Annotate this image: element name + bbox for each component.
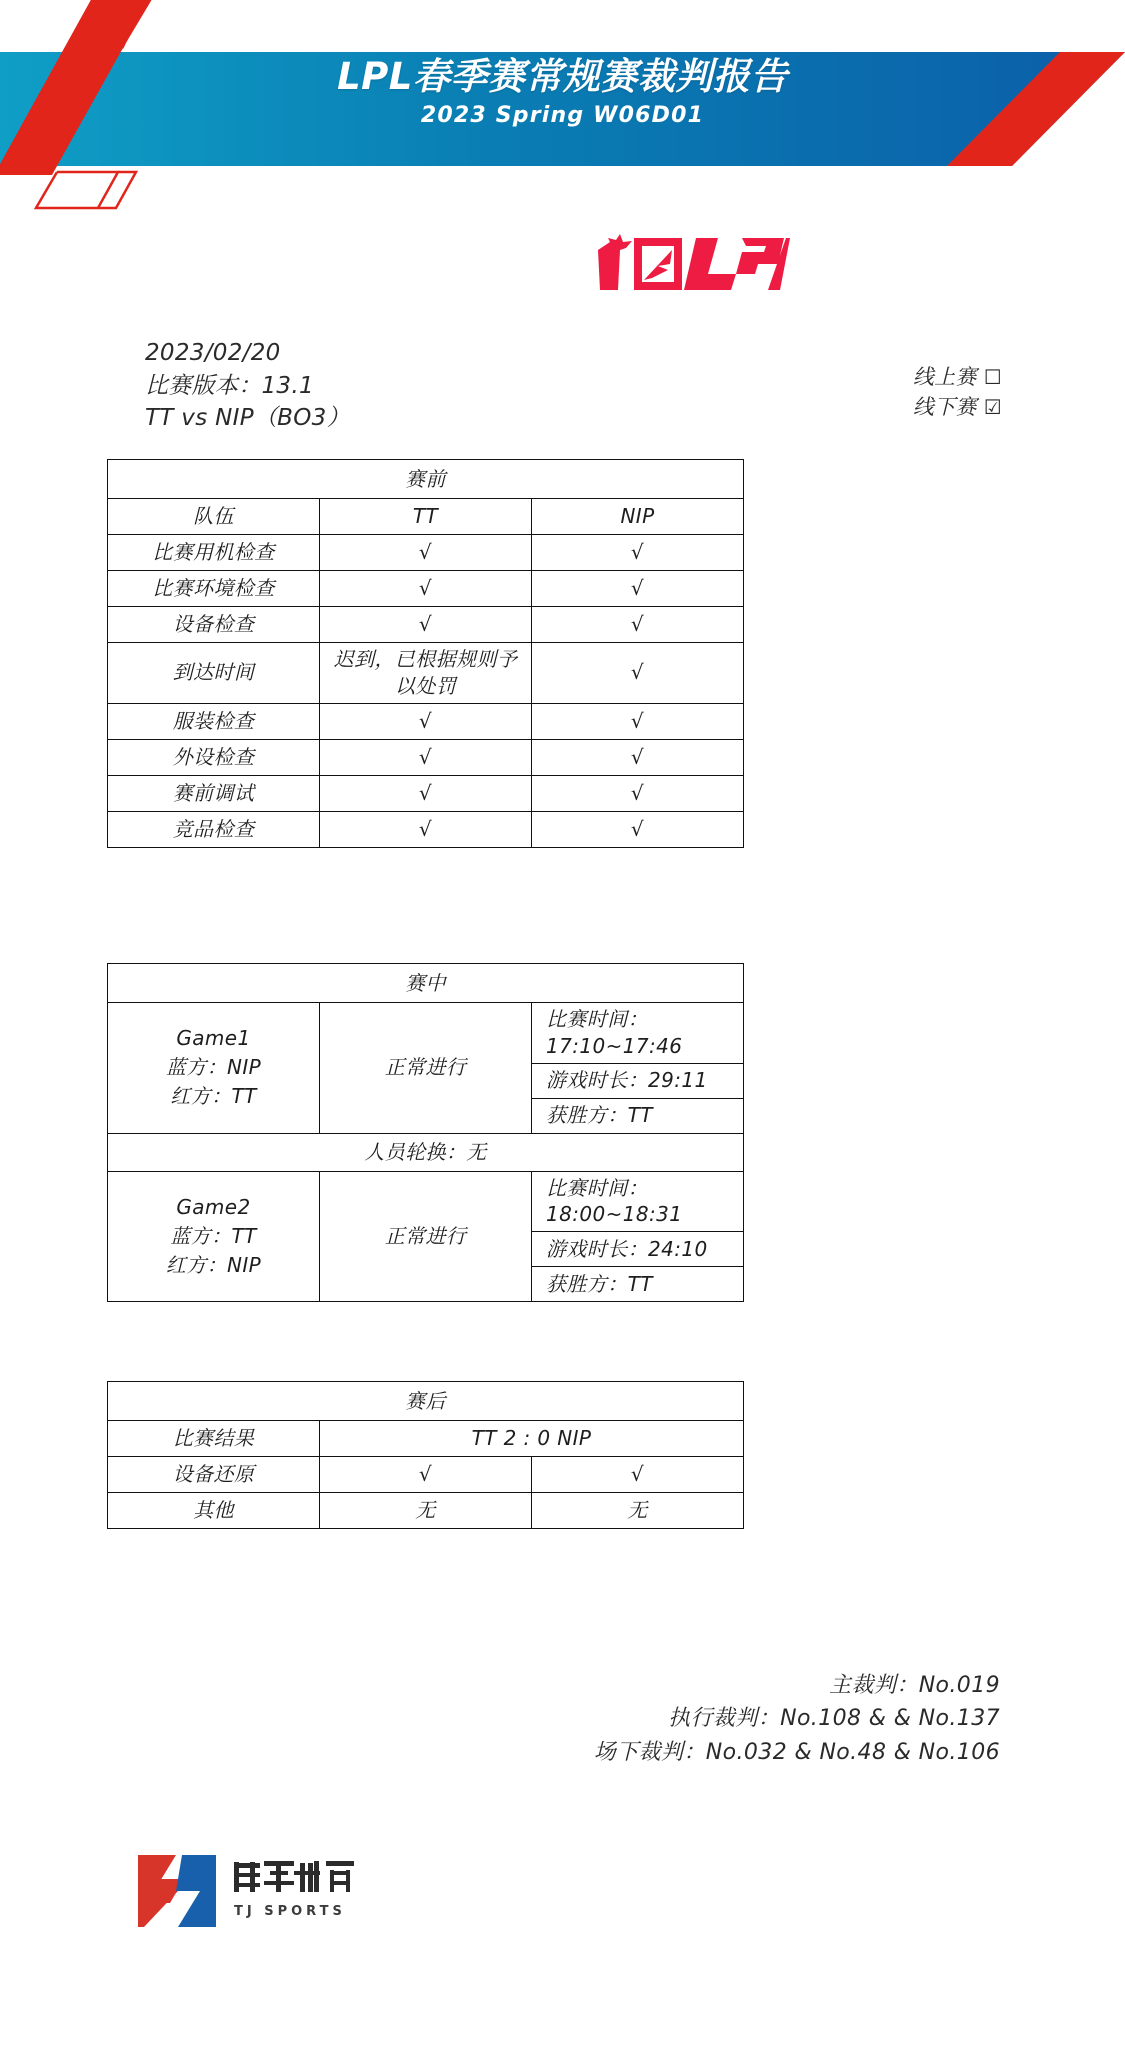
check-value-a: √ bbox=[320, 703, 532, 739]
table-row bbox=[108, 499, 744, 535]
online-label: 线上赛 bbox=[912, 365, 977, 389]
table-row bbox=[108, 775, 744, 811]
table-row bbox=[108, 1382, 744, 1421]
footer-logo-en-text: TJ SPORTS bbox=[234, 1904, 346, 1919]
other-label: 其他 bbox=[108, 1493, 320, 1529]
game-version: 比赛版本：13.1 bbox=[145, 372, 314, 399]
check-value-b: √ bbox=[532, 811, 744, 847]
check-value-b: √ bbox=[532, 775, 744, 811]
game1-blue-side: 蓝方：NIP bbox=[165, 1055, 262, 1080]
chief-referee: 主裁判：No.019 bbox=[829, 1673, 1000, 1698]
check-value-a: 迟到，已根据规则予以处罚 bbox=[320, 643, 532, 704]
game2-blue-side: 蓝方：TT bbox=[170, 1223, 257, 1248]
check-value-a: √ bbox=[320, 607, 532, 643]
table-row bbox=[108, 1003, 744, 1064]
table-row bbox=[108, 1493, 744, 1529]
game2-duration: 游戏时长：24:10 bbox=[532, 1232, 744, 1267]
restore-value-b: √ bbox=[532, 1457, 744, 1493]
table-row bbox=[108, 643, 744, 704]
game2-winner: 获胜方：TT bbox=[532, 1267, 744, 1302]
pre-match-table bbox=[107, 459, 744, 848]
game1-red-side: 红方：TT bbox=[170, 1084, 257, 1109]
game1-winner: 获胜方：TT bbox=[532, 1098, 744, 1133]
game1-status: 正常进行 bbox=[320, 1003, 532, 1134]
offline-option[interactable] bbox=[0, 392, 1002, 422]
tj-sports-logo bbox=[130, 1845, 360, 1945]
check-label: 比赛用机检查 bbox=[108, 535, 320, 571]
table-row bbox=[108, 811, 744, 847]
check-label: 设备检查 bbox=[108, 607, 320, 643]
team-a-name: TT bbox=[320, 499, 532, 535]
restore-value-a: √ bbox=[320, 1457, 532, 1493]
restore-label: 设备还原 bbox=[108, 1457, 320, 1493]
table-row bbox=[108, 1133, 744, 1171]
check-value-b: √ bbox=[532, 607, 744, 643]
other-value-a: 无 bbox=[320, 1493, 532, 1529]
table-row bbox=[108, 460, 744, 499]
table-row bbox=[108, 964, 744, 1003]
check-value-a: √ bbox=[320, 775, 532, 811]
game1-name: Game1 bbox=[176, 1026, 251, 1051]
other-value-b: 无 bbox=[532, 1493, 744, 1529]
check-label: 外设检查 bbox=[108, 739, 320, 775]
lpl-logo-icon bbox=[590, 228, 790, 306]
game2-status: 正常进行 bbox=[320, 1171, 532, 1302]
table-row bbox=[108, 703, 744, 739]
check-label: 赛前调试 bbox=[108, 775, 320, 811]
post-match-section-title: 赛后 bbox=[108, 1382, 744, 1421]
table-row bbox=[108, 571, 744, 607]
game1-match-time: 比赛时间：17:10~17:46 bbox=[532, 1003, 744, 1064]
match-date: 2023/02/20 bbox=[145, 340, 281, 366]
table-row bbox=[108, 607, 744, 643]
check-value-b: √ bbox=[532, 535, 744, 571]
page-subtitle: 2023 Spring W06D01 bbox=[420, 102, 705, 128]
check-label: 比赛环境检查 bbox=[108, 571, 320, 607]
check-value-a: √ bbox=[320, 739, 532, 775]
result-label: 比赛结果 bbox=[108, 1421, 320, 1457]
check-value-b: √ bbox=[532, 643, 744, 704]
header-banner bbox=[0, 0, 1125, 230]
game1-duration: 游戏时长：29:11 bbox=[532, 1063, 744, 1098]
venue-type-block bbox=[0, 362, 1125, 423]
check-label: 竞品检查 bbox=[108, 811, 320, 847]
check-label: 到达时间 bbox=[108, 643, 320, 704]
pre-match-section-title: 赛前 bbox=[108, 460, 744, 499]
player-rotation: 人员轮换：无 bbox=[108, 1133, 744, 1171]
table-row bbox=[108, 1457, 744, 1493]
referee-signature-block bbox=[0, 1669, 1125, 1769]
table-row bbox=[108, 1171, 744, 1232]
game2-match-time: 比赛时间：18:00~18:31 bbox=[532, 1171, 744, 1232]
page-title: LPL春季赛常规赛裁判报告 bbox=[337, 55, 788, 98]
executive-referee: 执行裁判：No.108 & & No.137 bbox=[668, 1706, 1000, 1732]
in-match-table bbox=[107, 963, 744, 1302]
check-value-a: √ bbox=[320, 571, 532, 607]
check-label: 服装检查 bbox=[108, 703, 320, 739]
game2-name: Game2 bbox=[176, 1194, 251, 1219]
online-option[interactable] bbox=[0, 362, 1002, 392]
table-row bbox=[108, 535, 744, 571]
check-value-a: √ bbox=[320, 811, 532, 847]
offline-label: 线下赛 bbox=[912, 395, 977, 420]
game2-red-side: 红方：NIP bbox=[165, 1252, 262, 1277]
game1-info-cell bbox=[108, 1003, 320, 1134]
game2-info-cell bbox=[108, 1171, 320, 1302]
table-row bbox=[108, 739, 744, 775]
online-checkbox-icon[interactable]: ☐ bbox=[983, 365, 1002, 389]
post-match-table bbox=[107, 1381, 744, 1529]
check-value-b: √ bbox=[532, 703, 744, 739]
floor-referee: 场下裁判：No.032 & No.48 & No.106 bbox=[593, 1739, 1000, 1765]
table-row bbox=[108, 1421, 744, 1457]
check-value-b: √ bbox=[532, 739, 744, 775]
check-value-b: √ bbox=[532, 571, 744, 607]
result-value: TT 2 : 0 NIP bbox=[320, 1421, 744, 1457]
team-header-label: 队伍 bbox=[108, 499, 320, 535]
offline-checkbox-icon[interactable]: ☑ bbox=[983, 395, 1002, 420]
team-b-name: NIP bbox=[532, 499, 744, 535]
in-match-section-title: 赛中 bbox=[108, 964, 744, 1003]
check-value-a: √ bbox=[320, 535, 532, 571]
matchup: TT vs NIP（BO3） bbox=[145, 405, 350, 432]
